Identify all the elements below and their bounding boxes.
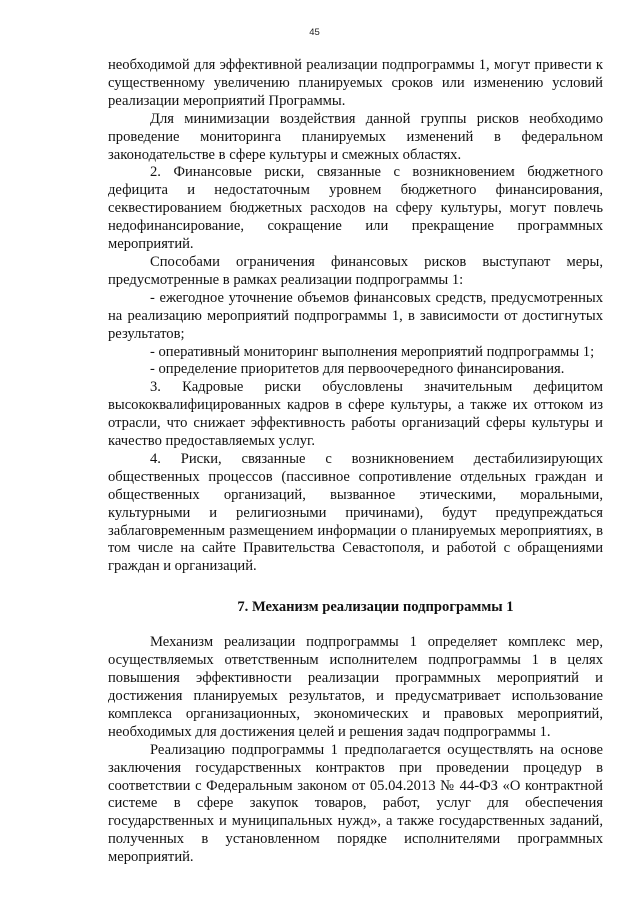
section-heading: 7. Механизм реализации подпрограммы 1 bbox=[237, 599, 514, 616]
list-item-priorities: - определение приоритетов для первоочередного финансирования. bbox=[150, 361, 565, 378]
page-number: 45 bbox=[309, 27, 320, 38]
paragraph-financial-risks: 2. Финансовые риски, связанные с возникновением бюджетного дефицита и недостаточным уровнем бюджетного финансирования, секвестированием бюджетных расходов на сферу культуры, могут повлечь недофинансирование, сокращение или прекращение программных мероприятий. bbox=[108, 164, 603, 253]
list-item-monitoring: - оперативный мониторинг выполнения мероприятий подпрограммы 1; bbox=[150, 343, 595, 360]
list-item-annual-refinement: - ежегодное уточнение объемов финансовых средств, предусмотренных на реализацию мероприятий подпрограммы 1, в зависимости от достигнутых результатов; bbox=[108, 289, 603, 342]
paragraph-continuation: необходимой для эффективной реализации подпрограммы 1, могут привести к существенному увеличению планируемых сроков или изменению условий реализации мероприятий Программы. bbox=[108, 57, 603, 109]
paragraph-social-risks: 4. Риски, связанные с возникновением дестабилизирующих общественных процессов (пассивное сопротивление отдельных граждан и общественных организаций, вызванное этическими, моральными, культурными и религиозными причинами), будут предупреждаться заблаговременным размещением информации о планируемых мероприятиях, в том числе на сайте Правительства Севастополя, и работой с обращениями граждан и организаций. bbox=[108, 450, 603, 575]
document-body bbox=[108, 57, 603, 867]
paragraph-risk-measures-intro: Способами ограничения финансовых рисков выступают меры, предусмотренные в рамках реализации подпрограммы 1: bbox=[108, 253, 603, 288]
paragraph-risk-minimization: Для минимизации воздействия данной группы рисков необходимо проведение мониторинга планируемых изменений в федеральном законодательстве в сфере культуры и смежных областях. bbox=[108, 110, 603, 163]
paragraph-implementation: Реализацию подпрограммы 1 предполагается осуществлять на основе заключения государственных контрактов при проведении процедур в соответствии с Федеральным законом от 05.04.2013 № 44-ФЗ «О контрактной системе в сфере закупок товаров, работ, услуг для обеспечения государственных и муниципальных нужд», а также государственных заданий, полученных в установленном порядке исполнителями программных мероприятий. bbox=[108, 741, 603, 866]
paragraph-personnel-risks: 3. Кадровые риски обусловлены значительным дефицитом высококвалифицированных кадров в сфере культуры, а также их оттоком из отрасли, что снижает эффективность работы организаций сферы культуры и качество предоставляемых услуг. bbox=[108, 379, 603, 450]
paragraph-mechanism: Механизм реализации подпрограммы 1 определяет комплекс мер, осуществляемых ответственным исполнителем подпрограммы 1 в целях повышения эффективности реализации программных мероприятий и достижения планируемых результатов, и предусматривает использование комплекса организационных, экономических и правовых мероприятий, необходимых для достижения целей и решения задач подпрограммы 1. bbox=[108, 634, 603, 740]
